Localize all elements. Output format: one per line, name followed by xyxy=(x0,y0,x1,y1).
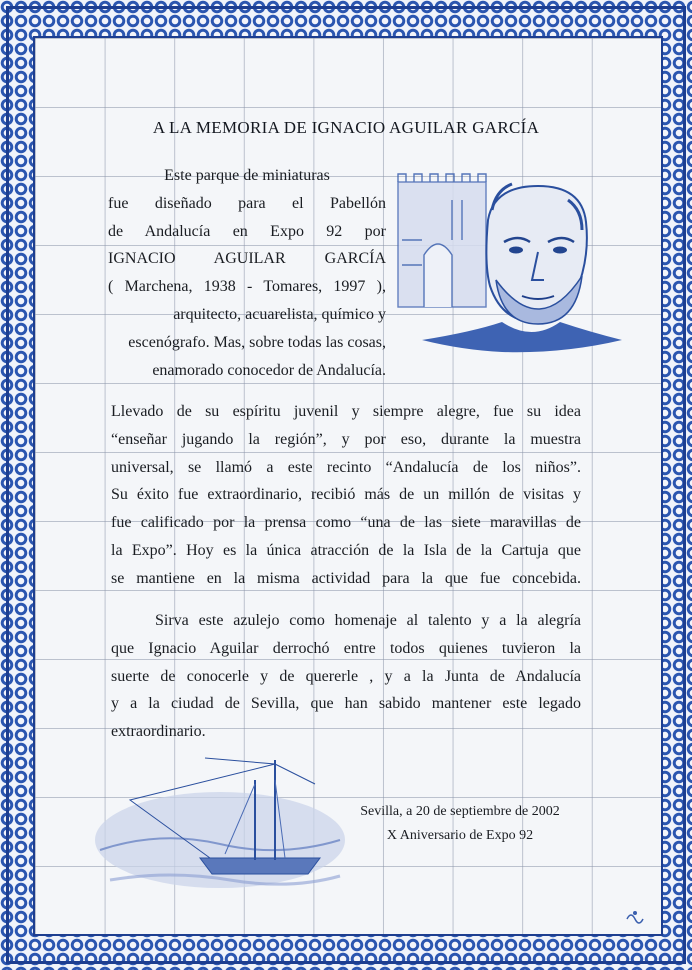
closing-line: que Ignacio Aguilar derrochó entre todos quienes tuvieron la xyxy=(111,639,581,657)
intro-line: fue diseñado para el Pabellón xyxy=(108,194,386,212)
body-line: universal, se llamó a este recinto “Andalucía de los niños”. xyxy=(111,458,581,476)
body-line: se mantiene en la misma actividad para la que fue concebida. xyxy=(111,569,581,587)
signature-anniversary: X Aniversario de Expo 92 xyxy=(386,828,534,843)
signature-place-date: Sevilla, a 20 de septiembre de 2002 xyxy=(360,804,560,819)
closing-line: extraordinario. xyxy=(111,723,206,741)
intro-line: arquitecto, acuarelista, químico y xyxy=(173,305,386,323)
intro-paragraph xyxy=(108,162,386,384)
body-line: la Expo”. Hoy es la única atracción de la Isla de la Cartuja que xyxy=(111,541,581,559)
closing-line: y a la ciudad de Sevilla, que han sabido mantener este legado xyxy=(111,695,581,713)
intro-line: Este parque de miniaturas xyxy=(164,167,330,184)
maker-mark-icon xyxy=(624,908,646,924)
body-paragraph xyxy=(111,398,581,593)
body-line: Su éxito fue extraordinario, recibió más de un millón de visitas y xyxy=(111,486,581,504)
intro-line: escenógrafo. Mas, sobre todas las cosas, xyxy=(128,333,386,351)
signature-block xyxy=(330,800,590,848)
closing-paragraph xyxy=(111,607,581,746)
body-line: “enseñar jugando la región”, y por eso, durante la muestra xyxy=(111,430,581,448)
closing-line: suerte de conocerle y de quererle , y a la Junta de Andalucía xyxy=(111,667,581,685)
intro-line: de Andalucía en Expo 92 por xyxy=(108,222,386,240)
closing-line: Sirva este azulejo como homenaje al talento y a la alegría xyxy=(155,612,581,629)
body-line: Llevado de su espíritu juvenil y siempre alegre, fue su idea xyxy=(111,403,581,420)
plaque-title: A LA MEMORIA DE IGNACIO AGUILAR GARCÍA xyxy=(152,118,540,137)
intro-line: ( Marchena, 1938 - Tomares, 1997 ), xyxy=(108,278,386,296)
portrait-icon xyxy=(392,170,624,370)
intro-line: enamorado conocedor de Andalucía. xyxy=(152,361,386,379)
intro-line: IGNACIO AGUILAR GARCÍA xyxy=(108,250,386,268)
body-line: fue calificado por la prensa como “una de las siete maravillas de xyxy=(111,514,581,532)
sailing-ship-icon xyxy=(90,740,350,900)
